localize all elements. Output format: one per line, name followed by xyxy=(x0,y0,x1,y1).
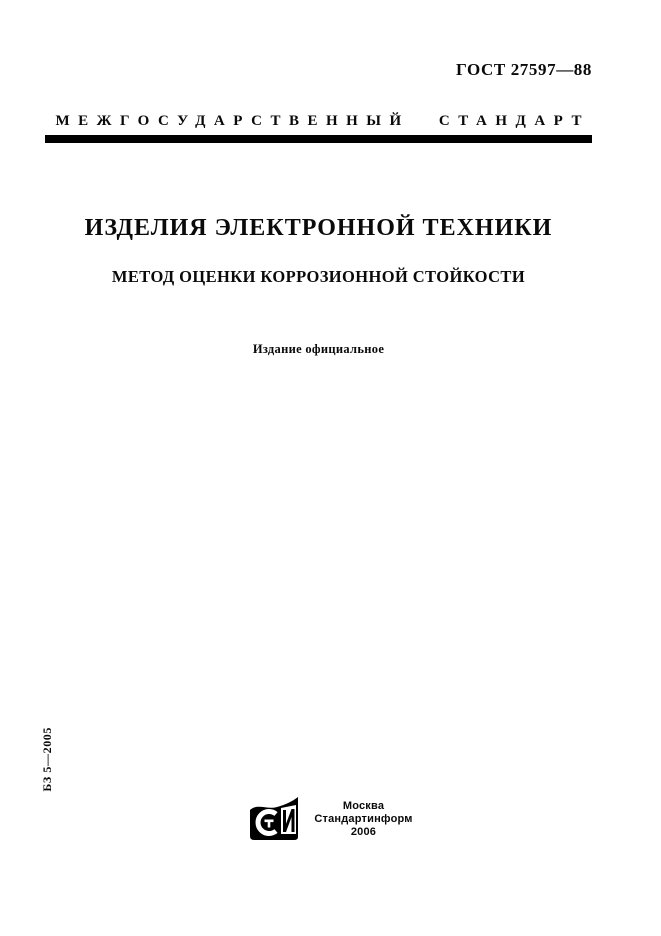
document-number: ГОСТ 27597—88 xyxy=(456,60,592,79)
header-rule xyxy=(45,135,592,143)
page-title: ИЗДЕЛИЯ ЭЛЕКТРОННОЙ ТЕХНИКИ xyxy=(84,215,553,241)
imprint-block xyxy=(0,796,661,841)
side-registration-note: БЗ 5—2005 xyxy=(40,727,54,792)
imprint-year: 2006 xyxy=(350,826,377,838)
standard-type-label: МЕЖГОСУДАРСТВЕННЫЙ СТАНДАРТ xyxy=(55,113,591,129)
edition-note: Издание официальное xyxy=(252,342,385,356)
standard-type-band xyxy=(45,113,592,143)
imprint-text xyxy=(314,796,412,839)
imprint-publisher: Стандартинформ xyxy=(314,813,413,825)
page-subtitle: МЕТОД ОЦЕНКИ КОРРОЗИОННОЙ СТОЙКОСТИ xyxy=(111,267,526,286)
imprint-city: Москва xyxy=(342,800,385,812)
standartinform-logo-icon xyxy=(248,796,300,841)
